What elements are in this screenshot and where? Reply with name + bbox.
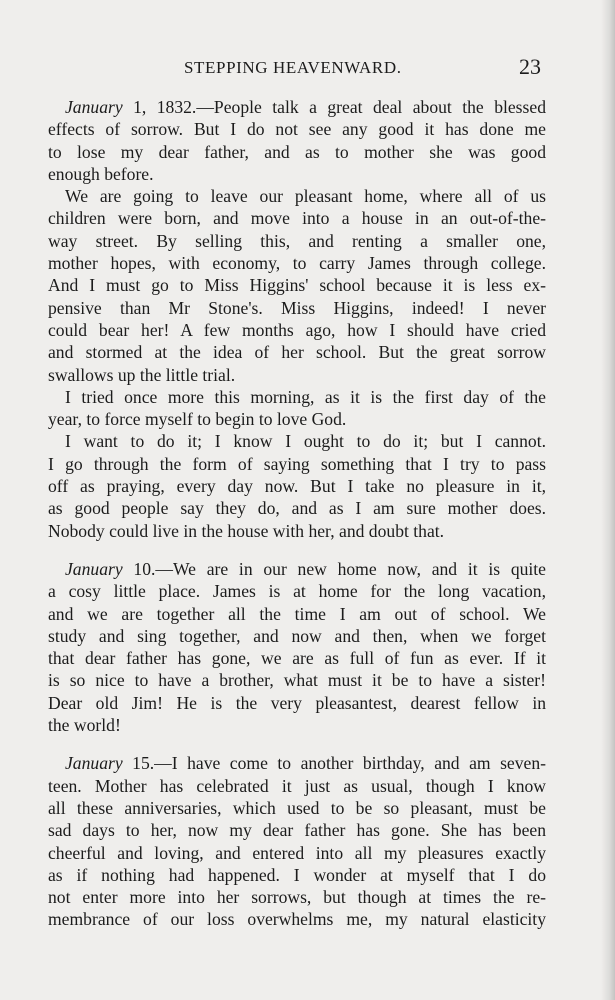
- page-number: 23: [519, 54, 541, 79]
- text-line: cheerful and loving, and entered into all my pleasures exactly: [48, 842, 546, 863]
- text-line: a cosy little place. James is at home for the long vacation,: [48, 581, 546, 602]
- text-line: effects of sorrow. But I do not see any good it has done me: [48, 119, 546, 140]
- text-line: I want to do it; I know I ought to do it; but I cannot.: [65, 431, 546, 452]
- text-line: enough before.: [48, 163, 154, 184]
- text-line: as if nothing had happened. I wonder at myself that I do: [48, 864, 546, 885]
- text-line: the world!: [48, 715, 121, 736]
- paragraph: [48, 430, 546, 541]
- text-line: could bear her! A few months ago, how I should have cried: [48, 319, 546, 340]
- paragraph-entry-january-10: [48, 558, 546, 736]
- text-line: and we are together all the time I am out of school. We: [48, 603, 546, 624]
- text-line: Nobody could live in the house with her, and doubt that.: [48, 520, 445, 541]
- paragraph: [48, 185, 546, 386]
- text-line: not enter more into her sorrows, but though at times the re-: [48, 887, 546, 908]
- text-line: pensive than Mr Stone's. Miss Higgins, indeed! I never: [48, 297, 546, 318]
- text-line: that dear father has gone, we are as full of fun as ever. If it: [48, 648, 546, 669]
- text-line: January 1, 1832.—People talk a great deal about the blessed: [65, 97, 546, 117]
- text-line: And I must go to Miss Higgins' school because it is less ex-: [48, 275, 546, 296]
- paragraph-entry-january-1: [48, 96, 546, 185]
- page-edge-shadow: [601, 0, 615, 1000]
- entry-date: January: [65, 97, 123, 117]
- page-header: [0, 52, 615, 82]
- text-line: off as praying, every day now. But I take no pleasure in it,: [48, 476, 546, 497]
- text-line: I tried once more this morning, as it is the first day of the: [65, 386, 546, 407]
- page-body: [48, 96, 546, 931]
- text-line: year, to force myself to begin to love God.: [48, 409, 347, 430]
- paragraph: [48, 386, 546, 431]
- text-line: study and sing together, and now and then, when we forget: [48, 625, 546, 646]
- text-line: mother hopes, with economy, to carry James through college.: [48, 253, 546, 274]
- text-line: swallows up the little trial.: [48, 364, 236, 385]
- text-line: all these anniversaries, which used to be so pleasant, must be: [48, 797, 546, 818]
- text-line: way street. By selling this, and renting a smaller one,: [48, 230, 546, 251]
- text-line: and stormed at the idea of her school. But the great sorrow: [48, 342, 546, 363]
- text-line: membrance of our loss overwhelms me, my natural elasticity: [48, 909, 546, 930]
- text-line: sad days to her, now my dear father has gone. She has been: [48, 820, 546, 841]
- text-line: Dear old Jim! He is the very pleasantest, dearest fellow in: [48, 692, 546, 713]
- entry-date: January: [65, 753, 123, 774]
- entry-date: January: [65, 558, 123, 579]
- text-line: children were born, and move into a house in an out-of-the-: [48, 208, 546, 229]
- text-line: January 10.—We are in our new home now, and it is quite: [65, 558, 546, 579]
- running-title: STEPPING HEAVENWARD.: [184, 58, 402, 77]
- text-line: to lose my dear father, and as to mother she was good: [48, 141, 546, 162]
- text-line: We are going to leave our pleasant home, where all of us: [65, 186, 546, 207]
- text-line: as good people say they do, and as I am sure mother does.: [48, 498, 546, 519]
- paragraph-entry-january-15: [48, 752, 546, 930]
- text-line: I go through the form of saying something that I try to pass: [48, 453, 546, 474]
- text-line: is so nice to have a brother, what must it be to have a sister!: [48, 670, 546, 691]
- text-line: teen. Mother has celebrated it just as usual, though I know: [48, 775, 546, 796]
- text-line: January 15.—I have come to another birthday, and am seven-: [65, 753, 546, 774]
